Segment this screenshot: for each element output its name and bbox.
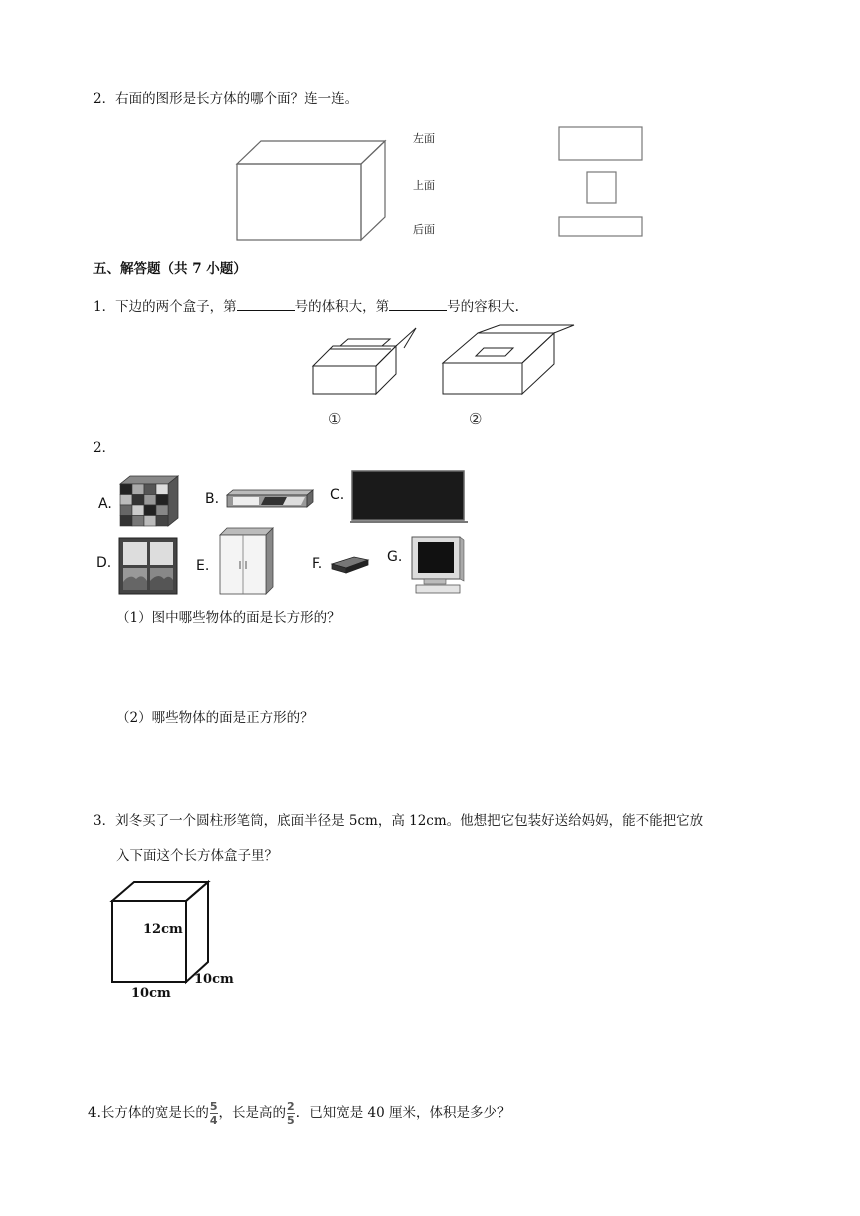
box-width-label: 10cm: [131, 986, 171, 1001]
item-label-f: F.: [312, 556, 323, 572]
cuboid-figure: [236, 140, 388, 242]
open-box-2: [440, 322, 575, 398]
item-label-b: B.: [205, 491, 220, 507]
item-label-d: D.: [96, 555, 112, 571]
answer-blank-1[interactable]: [237, 298, 295, 311]
pencil-box-image: [225, 489, 315, 509]
problem-4-part-2: ，长是高的: [218, 1105, 287, 1121]
computer-monitor-image: [410, 535, 466, 597]
face-rect-thin: [558, 216, 644, 238]
open-box-1: [310, 325, 420, 397]
fraction-2-numerator: 2: [287, 1100, 295, 1113]
problem-2-question-1: （1）图中哪些物体的面是长方形的？: [116, 610, 341, 626]
section-heading: 五、解答题（共 7 小题）: [93, 261, 247, 277]
problem-3-line-1: 3．刘冬买了一个圆柱形笔筒，底面半径是 5cm，高 12cm。他想把它包装好送给妈妈，能不能把它放: [93, 813, 704, 829]
item-label-c: C.: [330, 487, 345, 503]
question-2-text: 2．右面的图形是长方体的哪个面？连一连。: [93, 91, 359, 107]
item-label-e: E.: [196, 558, 210, 574]
problem-2-number: 2．: [93, 440, 116, 456]
problem-1-text: [93, 298, 519, 315]
face-label-top: 上面: [413, 179, 435, 192]
box-label-1: ①: [328, 410, 342, 428]
face-rect-small: [586, 171, 618, 205]
item-label-g: G.: [387, 549, 403, 565]
answer-blank-2[interactable]: [389, 298, 447, 311]
fraction-2-5: [287, 1101, 295, 1126]
box-label-2: ②: [469, 410, 483, 428]
face-label-left: 左面: [413, 132, 435, 145]
window-image: [118, 537, 178, 595]
blackboard-image: [350, 470, 468, 526]
problem-2-question-2: （2）哪些物体的面是正方形的？: [116, 710, 314, 726]
problem-3-line-2: 入下面这个长方体盒子里？: [116, 848, 278, 864]
face-label-back: 后面: [413, 223, 435, 236]
box-height-label: 12cm: [143, 922, 183, 937]
item-label-a: A.: [98, 496, 112, 512]
face-rect-wide: [558, 126, 644, 162]
problem-1-prefix: 1．下边的两个盒子，第: [93, 299, 237, 315]
rubiks-cube-image: [118, 474, 180, 528]
cabinet-image: [217, 527, 275, 597]
problem-1-mid: 号的体积大，第: [294, 299, 390, 315]
problem-1-suffix: 号的容积大.: [447, 299, 519, 315]
fraction-2-denominator: 5: [287, 1114, 295, 1127]
problem-4-part-3: ．已知宽是 40 厘米，体积是多少？: [295, 1105, 511, 1121]
problem-4-text: [88, 1098, 510, 1128]
fraction-1-denominator: 4: [209, 1114, 218, 1127]
box-depth-label: 10cm: [194, 972, 234, 987]
fraction-1-numerator: 5: [209, 1100, 218, 1113]
fraction-5-4: [210, 1101, 218, 1126]
eraser-image: [330, 555, 370, 575]
problem-4-part-1: 4.长方体的宽是长的: [88, 1105, 209, 1121]
